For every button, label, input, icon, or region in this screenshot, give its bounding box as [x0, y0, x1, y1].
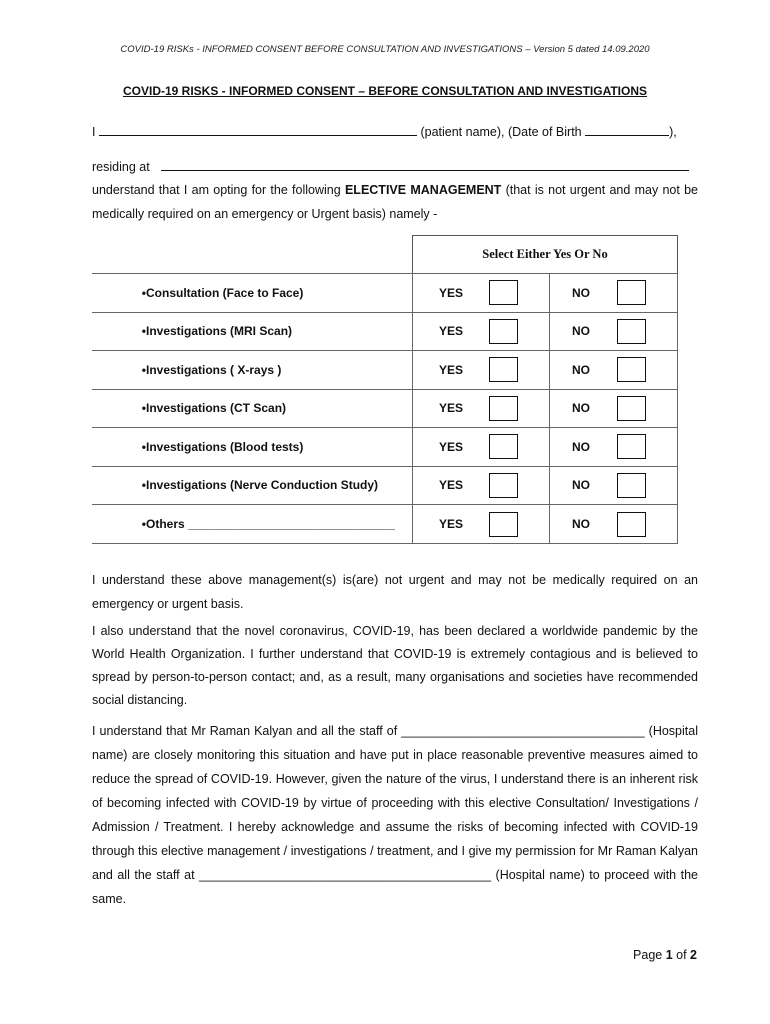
yes-cell [412, 313, 549, 351]
no-cell [549, 390, 678, 428]
yes-label: YES [439, 324, 464, 339]
no-label: NO [572, 285, 590, 300]
dob-close: ), [669, 125, 677, 139]
yes-label: YES [439, 401, 464, 416]
yes-cell [412, 505, 549, 543]
page-number [633, 948, 697, 962]
yes-cell [412, 428, 549, 466]
yes-label: YES [439, 478, 464, 493]
yes-label: YES [439, 362, 464, 377]
yes-label: YES [439, 285, 464, 300]
paragraph-consent: I understand that Mr Raman Kalyan and all the staff of ___________________________________ (Hospital name) are closely monitoring this situation and have put in place reasonable preventive measures aimed to reduce the spread of COVID-19. However, given the nature of the virus, I understand there is an inherent risk of becoming infected with COVID-19 by virtue of proceeding with this elective Consultation/ Investigations / Admission / Treatment. I hereby acknowledge and assume the risks of becoming infected with COVID-19 through this elective management / investigations / treatment, and I give my permission for Mr Raman Kalyan and all the staff at __________________________________________ (Hospital name) to proceed with the same. [92, 724, 698, 906]
paragraph-not-urgent: I understand these above management(s) is(are) not urgent and may not be medically required on an emergency or urgent basis. [92, 573, 698, 611]
intro-paragraph [92, 178, 698, 226]
item-cell [92, 313, 412, 351]
table-header-label: Select Either Yes Or No [482, 247, 608, 261]
bullet: • [141, 324, 146, 339]
no-label: NO [572, 517, 590, 531]
no-cell [549, 313, 678, 351]
table-row [92, 504, 678, 544]
no-label: NO [572, 401, 590, 416]
yes-checkbox[interactable] [489, 512, 518, 537]
no-cell [549, 351, 678, 389]
item-label: Investigations (Nerve Conduction Study) [146, 478, 379, 493]
item-label: Investigations (MRI Scan) [146, 324, 293, 339]
yes-checkbox[interactable] [489, 396, 518, 421]
table-row [92, 273, 678, 312]
item-cell [92, 390, 412, 428]
yes-checkbox[interactable] [489, 280, 518, 305]
yes-cell [412, 467, 549, 505]
yes-label: YES [439, 517, 464, 531]
yes-cell [412, 351, 549, 389]
patient-name-label: (patient name), (Date of Birth [420, 125, 582, 139]
no-cell [549, 428, 678, 466]
table-row [92, 466, 678, 505]
page-of-word: of [672, 948, 691, 962]
no-checkbox[interactable] [617, 473, 646, 498]
bullet: • [141, 285, 146, 300]
no-label: NO [572, 362, 590, 377]
page-word: Page [633, 948, 666, 962]
page-current: 1 [665, 948, 673, 962]
no-label: NO [572, 324, 590, 339]
item-label: Investigations (Blood tests) [146, 439, 304, 454]
table-row [92, 350, 678, 389]
no-label: NO [572, 478, 590, 493]
no-cell [549, 467, 678, 505]
table-row [92, 312, 678, 351]
bullet: • [141, 362, 146, 377]
intro-text-after: (that is not urgent and may not be medically required on an emergency or Urgent basis) namely - [92, 183, 699, 221]
running-header: COVID-19 RISKs - INFORMED CONSENT BEFORE CONSULTATION AND INVESTIGATIONS – Version 5 dated 14.09.2020 [120, 44, 650, 55]
intro-text-before: understand that I am opting for the following [92, 183, 345, 197]
item-label: Investigations ( X-rays ) [146, 362, 282, 377]
table-row [92, 427, 678, 466]
page-total: 2 [690, 948, 697, 962]
intro-bold-text: ELECTIVE MANAGEMENT [344, 183, 502, 197]
residing-label: residing at [92, 160, 150, 174]
item-cell [92, 274, 412, 312]
no-checkbox[interactable] [617, 512, 646, 537]
yes-checkbox[interactable] [489, 319, 518, 344]
yes-checkbox[interactable] [489, 357, 518, 382]
yes-cell [412, 390, 549, 428]
item-label: Investigations (CT Scan) [146, 401, 287, 416]
date-of-birth-field[interactable] [585, 124, 669, 136]
table-row [92, 389, 678, 428]
item-label: Others _______________________________ [146, 517, 395, 531]
yes-checkbox[interactable] [489, 473, 518, 498]
residing-line [92, 159, 689, 174]
yes-checkbox[interactable] [489, 434, 518, 459]
no-checkbox[interactable] [617, 319, 646, 344]
bullet: • [141, 439, 146, 454]
yes-cell [412, 274, 549, 312]
no-checkbox[interactable] [617, 357, 646, 382]
bullet: • [141, 517, 146, 531]
yes-label: YES [439, 439, 464, 454]
patient-name-field[interactable] [99, 124, 417, 136]
document-title: COVID-19 RISKS - INFORMED CONSENT – BEFORE CONSULTATION AND INVESTIGATIONS [122, 84, 648, 98]
patient-line [92, 124, 677, 139]
bullet: • [141, 478, 146, 493]
no-cell [549, 274, 678, 312]
patient-prefix: I [92, 125, 96, 139]
item-cell [92, 505, 412, 543]
address-field[interactable] [161, 159, 689, 171]
bullet: • [141, 401, 146, 416]
table-header [412, 235, 678, 273]
item-cell [92, 351, 412, 389]
selection-table [92, 273, 678, 544]
no-cell [549, 505, 678, 543]
no-checkbox[interactable] [617, 280, 646, 305]
paragraph-pandemic: I also understand that the novel coronavirus, COVID-19, has been declared a worldwide pandemic by the World Health Organization. I further understand that COVID-19 is extremely contagious and is believed to spread by person-to-person contact; and, as a result, many organisations and societies have recommended social distancing. [92, 624, 698, 707]
item-cell [92, 467, 412, 505]
no-label: NO [572, 439, 590, 454]
item-label: Consultation (Face to Face) [146, 285, 304, 300]
item-cell [92, 428, 412, 466]
no-checkbox[interactable] [617, 396, 646, 421]
no-checkbox[interactable] [617, 434, 646, 459]
